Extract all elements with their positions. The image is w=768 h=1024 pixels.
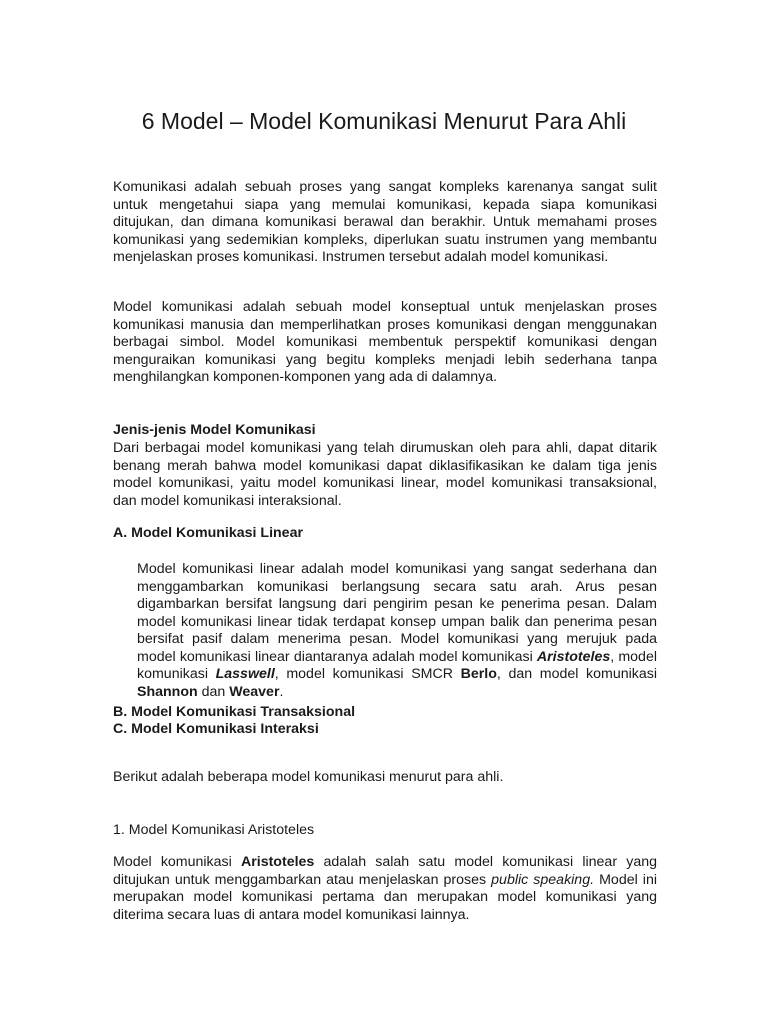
linear-text-5: dan [197, 683, 230, 700]
jenis-paragraph: Dari berbagai model komunikasi yang telah dirumuskan oleh para ahli, dapat ditarik benang merah bahwa model komunikasi dapat diklasifikasikan ke dalam tiga jenis model komunikasi, yaitu model komunikasi linear, model komunikasi transaksional, dan model komunikasi interaksional. [113, 440, 657, 509]
linear-name-berlo: Berlo [460, 666, 497, 682]
section-a-heading: A. Model Komunikasi Linear [113, 525, 303, 541]
aristoteles-text-3: Model ini merupakan model komunikasi pertama dan merupakan model komunikasi yang diterima secara luas di antara model komunikasi lainnya. [113, 871, 657, 923]
linear-name-weaver: Weaver [229, 683, 280, 700]
linear-text-4: , dan model komunikasi [496, 666, 658, 682]
intro-paragraph-1: Komunikasi adalah sebuah proses yang sangat kompleks karenanya sangat sulit untuk mengetahui siapa yang memulai komunikasi, kepada siapa komunikasi ditujukan, dan dimana komunikasi berawal dan berakhir. Untuk memahami proses komunikasi yang sedemikian kompleks, diperlukan suatu instrumen yang membantu menjelaskan proses komunikasi. Instrumen tersebut adalah model komunikasi. [113, 179, 657, 265]
linear-name-shannon: Shannon [137, 683, 198, 700]
jenis-heading: Jenis-jenis Model Komunikasi [113, 422, 316, 438]
berikut-text: Berikut adalah beberapa model komunikasi menurut para ahli. [113, 769, 504, 785]
aristoteles-text-2: adalah salah satu model komunikasi linear yang ditujukan untuk menggambarkan atau menjelaskan proses [113, 854, 657, 888]
linear-text-1: Model komunikasi linear adalah model komunikasi yang sangat sederhana dan menggambarkan komunikasi berlangsung secara satu arah. Arus pesan digambarkan bersifat langsung dari pengirim pesan ke penerima pesan. Dalam model komunikasi linear tidak terdapat konsep umpan balik dan penerima pesan bersifat pasif dalam menerima pesan. Model komunikasi yang merujuk pada model komunikasi linear diantaranya adalah model komunikasi [137, 561, 657, 665]
section-c-heading: C. Model Komunikasi Interaksi [113, 721, 319, 737]
page-title: 6 Model – Model Komunikasi Menurut Para Ahli [141, 108, 627, 134]
linear-text-6: . [279, 683, 284, 700]
model1-heading: 1. Model Komunikasi Aristoteles [113, 822, 315, 838]
linear-text-2: , model komunikasi [137, 648, 657, 682]
aristoteles-italic: public speaking. [491, 871, 595, 888]
section-b-heading: B. Model Komunikasi Transaksional [113, 704, 356, 720]
aristoteles-text-1: Model komunikasi [113, 854, 241, 870]
linear-name-aristoteles: Aristoteles [536, 648, 611, 665]
aristoteles-name: Aristoteles [240, 854, 315, 870]
aristoteles-paragraph [113, 854, 657, 924]
intro-paragraph-2: Model komunikasi adalah sebuah model konseptual untuk menjelaskan proses komunikasi manusia dan memperlihatkan proses komunikasi dengan menggunakan berbagai simbol. Model komunikasi membentuk perspektif komunikasi dengan menguraikan komunikasi yang begitu kompleks menjadi lebih sederhana tanpa menghilangkan komponen-komponen yang ada di dalamnya. [113, 299, 657, 385]
linear-text-3: , model komunikasi SMCR [274, 666, 461, 682]
linear-paragraph [137, 561, 657, 701]
linear-name-lasswell: Lasswell [215, 666, 275, 682]
